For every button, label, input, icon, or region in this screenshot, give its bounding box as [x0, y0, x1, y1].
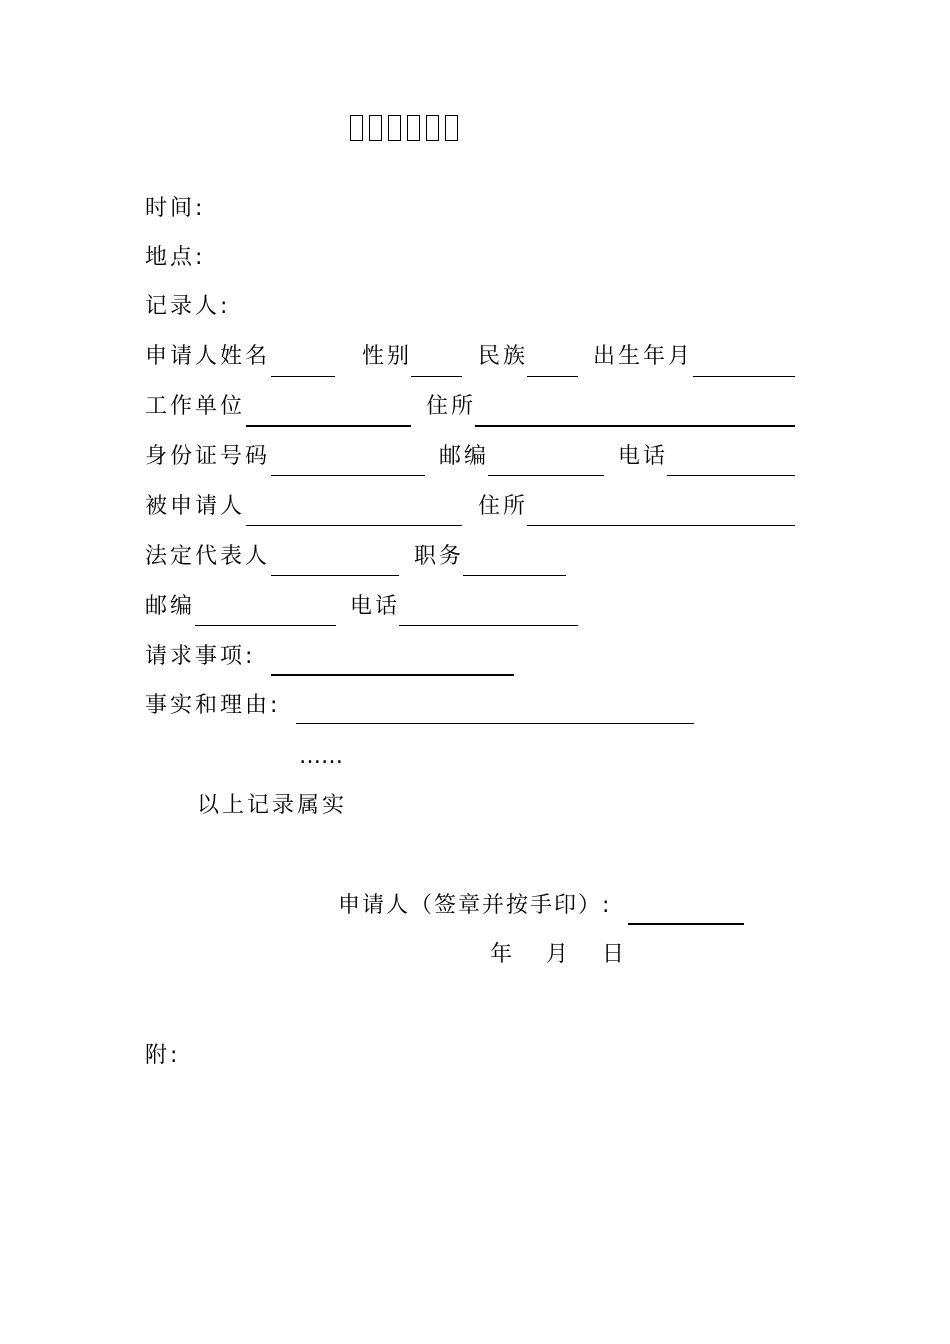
applicant-name-field[interactable]	[271, 376, 335, 377]
respondent-phone-field[interactable]	[399, 625, 578, 626]
respondent-label: 被申请人	[145, 494, 246, 519]
id-number-label: 身份证号码	[145, 444, 271, 469]
title-glyph	[407, 115, 420, 141]
title-glyph	[350, 115, 363, 141]
respondent-postcode-label: 邮编	[145, 594, 196, 619]
recorder-label: 记录人:	[145, 294, 231, 319]
postcode-field[interactable]	[488, 475, 604, 476]
respondent-postcode-field[interactable]	[195, 625, 336, 626]
phone-field[interactable]	[667, 475, 795, 476]
ellipsis: ……	[299, 744, 343, 769]
gender-label: 性别	[362, 344, 413, 369]
title-glyph	[426, 115, 439, 141]
request-field[interactable]	[271, 674, 514, 676]
applicant-name-label: 申请人姓名	[145, 344, 271, 369]
facts-field[interactable]	[296, 723, 694, 724]
respondent-residence-label: 住所	[478, 494, 529, 519]
title-glyph	[388, 115, 401, 141]
respondent-phone-label: 电话	[350, 594, 401, 619]
ethnicity-label: 民族	[478, 344, 529, 369]
place-label: 地点:	[145, 245, 206, 270]
title-glyph	[445, 115, 458, 141]
ethnicity-field[interactable]	[527, 376, 578, 377]
work-unit-label: 工作单位	[145, 394, 246, 419]
signature-date: 年 月 日	[490, 942, 631, 967]
legal-rep-label: 法定代表人	[145, 544, 271, 569]
position-field[interactable]	[463, 575, 566, 576]
residence-label: 住所	[426, 394, 477, 419]
facts-label: 事实和理由:	[145, 693, 281, 718]
work-unit-field[interactable]	[246, 425, 411, 427]
residence-field[interactable]	[475, 425, 795, 427]
confirm-statement: 以上记录属实	[197, 793, 348, 818]
phone-label: 电话	[618, 444, 669, 469]
signature-field[interactable]	[628, 923, 744, 925]
postcode-label: 邮编	[439, 444, 490, 469]
id-number-field[interactable]	[271, 475, 425, 476]
legal-rep-field[interactable]	[271, 575, 399, 576]
attachment-label: 附:	[145, 1043, 181, 1068]
gender-field[interactable]	[411, 376, 462, 377]
birth-field[interactable]	[693, 376, 795, 377]
respondent-field[interactable]	[246, 525, 462, 526]
title-glyph	[369, 115, 382, 141]
time-label: 时间:	[145, 196, 206, 221]
document-title	[350, 115, 458, 149]
birth-label: 出生年月	[593, 344, 694, 369]
respondent-residence-field[interactable]	[527, 525, 795, 526]
request-label: 请求事项:	[145, 644, 256, 669]
signature-label: 申请人（签章并按手印）:	[338, 893, 612, 918]
position-label: 职务	[414, 544, 465, 569]
